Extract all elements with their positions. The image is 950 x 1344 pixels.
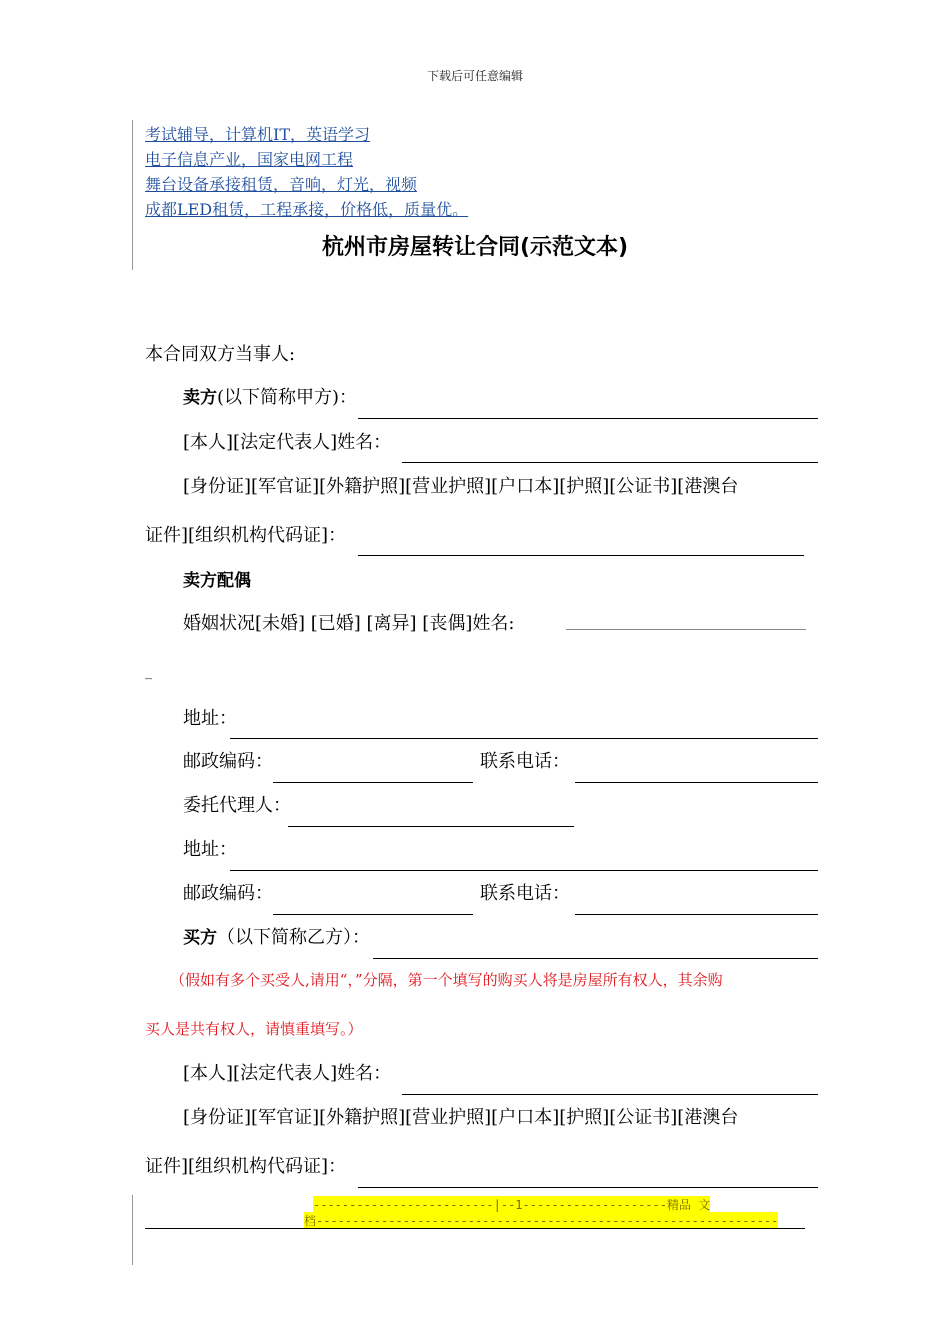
- stray-underscore: _: [145, 664, 152, 680]
- seller-address-label: 地址：: [183, 708, 237, 729]
- buyer-id-blank[interactable]: [358, 1187, 818, 1188]
- buyer-note-line2: 买人是共有权人，请慎重填写。）: [145, 1020, 363, 1038]
- ad-link-3[interactable]: 舞台设备承接租赁，音响，灯光，视频: [145, 175, 418, 194]
- buyer-id-label-line2: 证件][组织机构代码证]：: [145, 1156, 347, 1177]
- seller-id-blank[interactable]: [358, 555, 804, 556]
- agent-phone-label: 联系电话：: [480, 883, 570, 904]
- buyer-blank[interactable]: [373, 958, 818, 959]
- ad-link-2[interactable]: 电子信息产业，国家电网工程: [145, 150, 354, 169]
- buyer-person-name-blank[interactable]: [402, 1094, 818, 1095]
- seller-heading-row: [183, 383, 357, 409]
- seller-address-blank[interactable]: [230, 738, 818, 739]
- buyer-heading-row: [183, 923, 370, 949]
- agent-name-blank[interactable]: [288, 826, 574, 827]
- page-title: 杭州市房屋转让合同(示范文本): [321, 235, 629, 260]
- margin-bar-bottom: [132, 1195, 133, 1265]
- seller-heading-suffix: (以下简称甲方)：: [217, 387, 358, 408]
- buyer-name-label: [本人][法定代表人]姓名：: [183, 1063, 392, 1084]
- buyer-id-label-line1: [身份证][军官证][外籍护照][营业护照][户口本][护照][公证书][港澳台: [183, 1107, 739, 1128]
- seller-id-label-line1: [身份证][军官证][外籍护照][营业护照][户口本][护照][公证书][港澳台: [183, 476, 739, 497]
- buyer-note-line1: （假如有多个买受人,请用“，”分隔，第一个填写的购买人将是房屋所有权人，其余购: [170, 971, 723, 989]
- buyer-heading: 买方: [183, 928, 217, 948]
- agent-postcode-blank[interactable]: [273, 914, 473, 915]
- footer-line1: -------------------------|--1--------------------精品 文: [313, 1198, 711, 1212]
- header-note: 下载后可任意编辑: [426, 69, 523, 83]
- intro-text: 本合同双方当事人:: [145, 344, 296, 365]
- agent-label: 委托代理人：: [183, 795, 291, 816]
- seller-person-name-blank[interactable]: [402, 462, 818, 463]
- seller-name-label: [本人][法定代表人]姓名：: [183, 432, 392, 453]
- footer-rule: [145, 1228, 805, 1229]
- agent-postcode-label: 邮政编码：: [183, 883, 273, 904]
- ad-link-4[interactable]: 成都LED租赁，工程承接，价格低，质量优。: [145, 200, 469, 219]
- seller-postcode-label: 邮政编码：: [183, 751, 273, 772]
- marital-status-label: 婚姻状况[未婚] [已婚] [离异] [丧偶]姓名:: [183, 613, 515, 634]
- seller-name-blank[interactable]: [358, 418, 818, 419]
- seller-id-label-line2: 证件][组织机构代码证]：: [145, 525, 347, 546]
- seller-postcode-blank[interactable]: [273, 782, 473, 783]
- footer-line2: 档----------------------------------------------------------------: [304, 1214, 779, 1228]
- seller-heading: 卖方: [183, 388, 217, 408]
- agent-address-label: 地址：: [183, 839, 237, 860]
- agent-address-blank[interactable]: [230, 870, 818, 871]
- spouse-heading: 卖方配偶: [183, 571, 251, 591]
- seller-phone-label: 联系电话：: [480, 751, 570, 772]
- agent-phone-blank[interactable]: [575, 914, 818, 915]
- spouse-name-blank[interactable]: [566, 629, 806, 630]
- ad-link-1[interactable]: 考试辅导，计算机IT，英语学习: [145, 125, 370, 144]
- buyer-heading-suffix: （以下简称乙方）：: [217, 927, 370, 948]
- seller-phone-blank[interactable]: [575, 782, 818, 783]
